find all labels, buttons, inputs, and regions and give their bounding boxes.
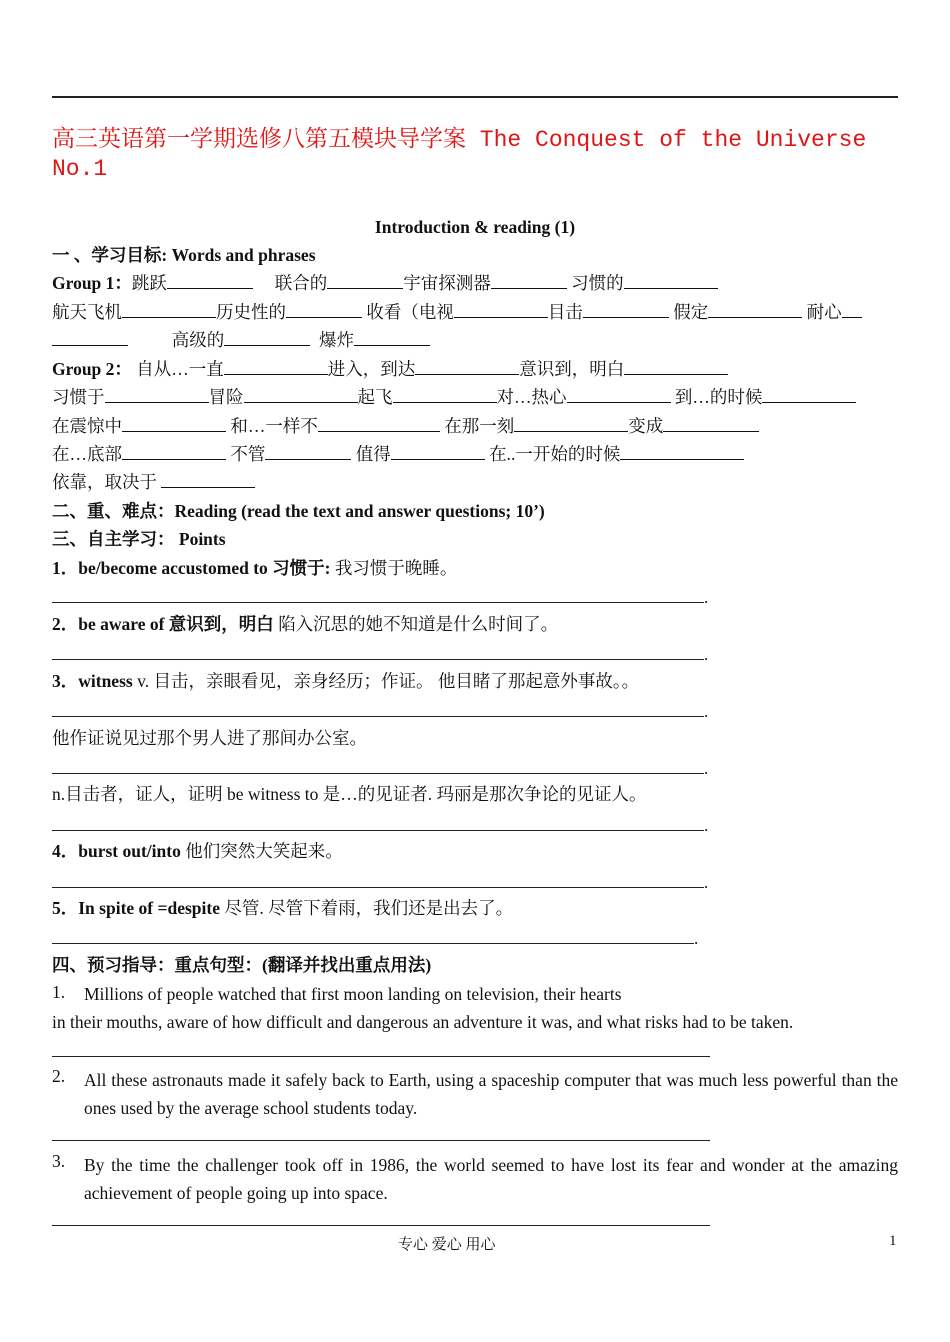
answer-blank[interactable] [167,272,253,289]
vocab-prompt: 习惯的 [571,273,624,293]
answer-blank[interactable] [265,443,351,460]
answer-blank[interactable] [663,415,759,432]
line-end-period: . [704,645,709,664]
footer-motto: 专心 爱心 用心 [398,1237,496,1253]
vocab-prompt: 耐心 [806,302,842,322]
answer-blank[interactable] [491,272,567,289]
line-end-period: . [694,929,699,948]
answer-blank[interactable] [762,386,856,403]
point-text: 我习惯于晚睡。 [330,558,458,578]
vocab-prompt: 冒险 [208,387,244,407]
point-text: n.目击者，证人，证明 be witness to 是…的见证者. 玛丽是那次争论的见证人。 [52,784,647,804]
point-text: v. 目击，亲眼看见，亲身经历；作证。 他目睹了那起意外事故。。 [132,671,640,691]
point-3-noun [52,782,647,806]
point-text: 他作证说见过那个男人进了那间办公室。 [52,728,367,748]
sentence-number: 1. [52,982,66,1002]
vocab-prompt: 起飞 [357,387,393,407]
group2-line2 [52,385,856,409]
answer-blank[interactable] [122,415,226,432]
answer-blank[interactable] [122,301,216,318]
sentence-number: 2. [52,1066,66,1086]
line-end-period: . [704,759,709,778]
section2-heading: 二、重、难点：Reading (read the text and answer questions; 10’) [52,501,545,521]
vocab-prompt: 到…的时候 [674,387,763,407]
answer-blank[interactable] [52,329,128,346]
answer-line[interactable] [52,659,704,660]
point-3 [52,669,639,693]
answer-blank[interactable] [624,358,728,375]
point-text: 他们突然大笑起来。 [180,841,343,861]
vocab-prompt: 和…一样不 [230,416,318,436]
group2-line1 [52,357,728,381]
group1-line3 [52,328,430,352]
answer-blank[interactable] [514,415,628,432]
point-5 [52,896,513,920]
vocab-prompt: 对…热心 [496,387,567,407]
vocab-prompt: 收看（电视 [366,302,454,322]
answer-line[interactable] [52,602,704,603]
lesson-subtitle: Introduction & reading (1) [374,217,576,237]
answer-blank[interactable] [244,386,358,403]
point-4 [52,839,343,863]
sentence-number: 3. [52,1151,66,1171]
group2-line4 [52,442,744,466]
vocab-prompt: 目击 [547,302,583,322]
vocab-prompt: 跳跃 [131,273,167,293]
answer-blank[interactable] [224,329,310,346]
point-3-example [52,726,367,750]
point-1 [52,556,457,580]
group1-label: Group 1： [52,273,132,293]
answer-blank[interactable] [454,301,548,318]
point-label: 5．In spite of =despite [52,898,220,918]
section1-heading: 一 、学习目标: Words and phrases [52,245,316,265]
answer-blank[interactable] [708,301,802,318]
sentence-1-line1: Millions of people watched that first moon landing on television, their hearts [84,984,622,1004]
header-rule [52,96,898,98]
answer-blank[interactable] [391,443,485,460]
line-end-period: . [704,702,709,721]
answer-blank[interactable] [415,358,519,375]
answer-line[interactable] [52,830,704,831]
answer-line[interactable] [52,1140,710,1141]
vocab-prompt: 依靠，取决于 [52,472,157,492]
vocab-prompt: 在那一刻 [444,416,515,436]
line-end-period: . [704,816,709,835]
vocab-prompt: 在..一开始的时候 [489,444,621,464]
section4-heading: 四、预习指导：重点句型：(翻译并找出重点用法) [52,955,432,975]
answer-blank[interactable] [842,301,862,318]
group1-line1 [52,271,718,295]
answer-line[interactable] [52,1056,710,1057]
vocab-prompt: 爆炸 [319,330,354,350]
answer-blank[interactable] [318,415,440,432]
group2-line3 [52,414,759,438]
vocab-prompt: 自从…一直 [136,359,224,379]
answer-blank[interactable] [122,443,226,460]
vocab-prompt: 不管 [230,444,266,464]
vocab-prompt: 习惯于 [52,387,105,407]
vocab-prompt: 历史性的 [216,302,286,322]
group2-label: Group 2： [52,359,132,379]
vocab-prompt: 在震惊中 [52,416,122,436]
answer-blank[interactable] [286,301,362,318]
vocab-prompt: 航天飞机 [52,302,122,322]
answer-line[interactable] [52,1225,710,1226]
group2-line5 [52,470,255,494]
vocab-prompt: 联合的 [274,273,328,293]
document-title: 高三英语第一学期选修八第五模块导学案 The Conquest of the Universe No.1 [52,127,867,182]
point-2 [52,612,558,636]
vocab-prompt: 值得 [355,444,391,464]
answer-blank[interactable] [161,471,255,488]
vocab-prompt: 假定 [673,302,709,322]
vocab-prompt: 高级的 [171,330,225,350]
answer-line[interactable] [52,887,704,888]
vocab-prompt: 意识到，明白 [519,359,625,379]
answer-blank[interactable] [354,329,430,346]
answer-blank[interactable] [624,272,718,289]
answer-line[interactable] [52,773,704,774]
section3-heading: 三、自主学习： Points [52,529,226,549]
point-label: 2．be aware of 意识到，明白 [52,614,274,634]
answer-blank[interactable] [393,386,497,403]
group1-line2 [52,300,862,324]
line-end-period: . [704,873,709,892]
vocab-prompt: 宇宙探测器 [403,273,491,293]
answer-line[interactable] [52,943,694,944]
sentence-3: By the time the challenger took off in 1986, the world seemed to have lost its fear and wonder at the amazing achievement of people going up into space. [84,1155,898,1203]
answer-blank[interactable] [567,386,671,403]
vocab-prompt: 变成 [628,416,664,436]
answer-blank[interactable] [327,272,403,289]
answer-blank[interactable] [224,358,328,375]
point-text: 陷入沉思的她不知道是什么时间了。 [273,614,559,634]
sentence-1-line2: in their mouths, aware of how difficult and dangerous an adventure it was, and what risks had to be taken. [52,1012,794,1032]
point-label: 3．witness [52,671,133,691]
answer-blank[interactable] [105,386,209,403]
answer-line[interactable] [52,716,704,717]
sentence-2: All these astronauts made it safely back to Earth, using a spaceship computer that was much less powerful than the ones used by the average school students today. [84,1070,898,1118]
answer-blank[interactable] [583,301,669,318]
vocab-prompt: 在…底部 [52,444,122,464]
answer-blank[interactable] [620,443,744,460]
vocab-prompt: 进入，到达 [327,359,416,379]
point-text: 尽管. 尽管下着雨，我们还是出去了。 [219,898,514,918]
page-number: 1 [889,1233,897,1249]
line-end-period: . [704,588,709,607]
point-label: 4．burst out/into [52,841,181,861]
point-label: 1．be/become accustomed to 习惯于: [52,558,331,578]
